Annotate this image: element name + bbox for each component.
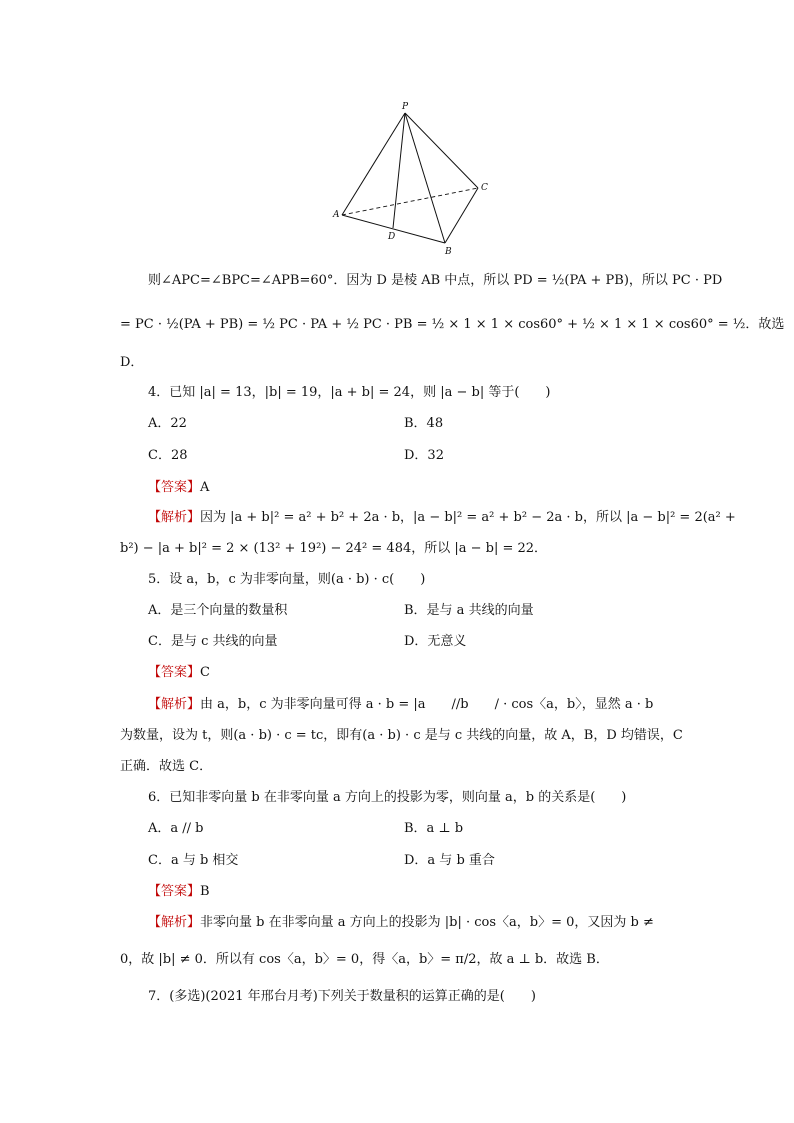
q5-option-b: B．是与 a 共线的向量 (404, 603, 534, 618)
tetrahedron-figure (300, 95, 500, 260)
q4-analysis-2: b²) − |a + b|² = 2 × (13² + 19²) − 24² = 484，所以 |a − b| = 22． (120, 541, 548, 556)
question-7: 7．(多选)(2021 年邢台月考)下列关于数量积的运算正确的是( ) (148, 989, 536, 1004)
analysis-tag: 【解析】 (148, 697, 201, 712)
question-4: 4．已知 |a| = 13，|b| = 19，|a + b| = 24，则 |a − b| 等于( ) (148, 385, 551, 400)
label-p: P (402, 102, 409, 112)
answer-tag: 【答案】 (148, 884, 201, 899)
q4-analysis-1 (148, 509, 736, 527)
q5-answer-value: C (200, 665, 210, 680)
analysis-tag: 【解析】 (148, 510, 201, 525)
question-6: 6．已知非零向量 b 在非零向量 a 方向上的投影为零，则向量 a，b 的关系是( ) (148, 790, 627, 805)
edge-ac-dashed (342, 188, 478, 215)
solution-line-2: = PC · ½(PA + PB) = ½ PC · PA + ½ PC · PB = ½ × 1 × 1 × cos60° + ½ × 1 × 1 × cos60° = ½．故选 (120, 317, 785, 332)
label-d: D (388, 232, 396, 242)
q6-option-a: A．a // b (148, 821, 204, 836)
q4-option-c: C．28 (148, 448, 188, 463)
q6-option-b: B．a ⊥ b (404, 821, 464, 836)
q4-answer (148, 479, 209, 497)
edge-pc (405, 113, 478, 188)
q4-option-a: A．22 (148, 416, 187, 431)
answer-tag: 【答案】 (148, 665, 201, 680)
q6-analysis-2: 0，故 |b| ≠ 0．所以有 cos〈a，b〉= 0，得〈a，b〉= π/2，故 a ⊥ b．故选 B． (120, 952, 609, 967)
answer-tag: 【答案】 (148, 480, 201, 495)
solution-line-3: D． (120, 355, 144, 370)
q4-answer-value: A (200, 480, 210, 495)
label-a: A (333, 210, 340, 220)
label-b: B (445, 247, 452, 257)
q4-option-b: B．48 (404, 416, 444, 431)
q5-option-a: A．是三个向量的数量积 (148, 603, 288, 618)
q5-option-c: C．是与 c 共线的向量 (148, 634, 278, 649)
q5-answer (148, 664, 210, 682)
edge-bc (445, 188, 478, 243)
edge-pb (405, 113, 445, 243)
solution-line-1: 则∠APC=∠BPC=∠APB=60°．因为 D 是棱 AB 中点，所以 PD = ½(PA + PB)，所以 PC · PD (148, 273, 723, 288)
q6-answer (148, 883, 210, 901)
q4-analysis-text-1: 因为 |a + b|² = a² + b² + 2a · b，|a − b|² = a² + b² − 2a · b，所以 |a − b|² = 2(a² + (200, 510, 736, 525)
q6-option-c: C．a 与 b 相交 (148, 853, 239, 868)
q5-analysis-2: 为数量，设为 t，则(a · b) · c = tc，即有(a · b) · c 是与 c 共线的向量，故 A，B，D 均错误，C (120, 728, 683, 743)
question-5: 5．设 a，b，c 为非零向量，则(a · b) · c( ) (148, 572, 426, 587)
q5-option-d: D．无意义 (404, 634, 467, 649)
label-c: C (481, 183, 488, 193)
q6-analysis-text-1: 非零向量 b 在非零向量 a 方向上的投影为 |b| · cos〈a，b〉= 0，又因为 b ≠ (200, 915, 654, 930)
q6-option-d: D．a 与 b 重合 (404, 853, 495, 868)
analysis-tag: 【解析】 (148, 915, 201, 930)
q5-analysis-text-1: 由 a，b，c 为非零向量可得 a · b = |a //b / · cos〈a，b〉，显然 a · b (200, 697, 654, 712)
q6-analysis-1 (148, 914, 654, 932)
q5-analysis-1 (148, 696, 653, 714)
q4-option-d: D．32 (404, 448, 444, 463)
q5-analysis-3: 正确．故选 C． (120, 759, 213, 774)
q6-answer-value: B (200, 884, 210, 899)
